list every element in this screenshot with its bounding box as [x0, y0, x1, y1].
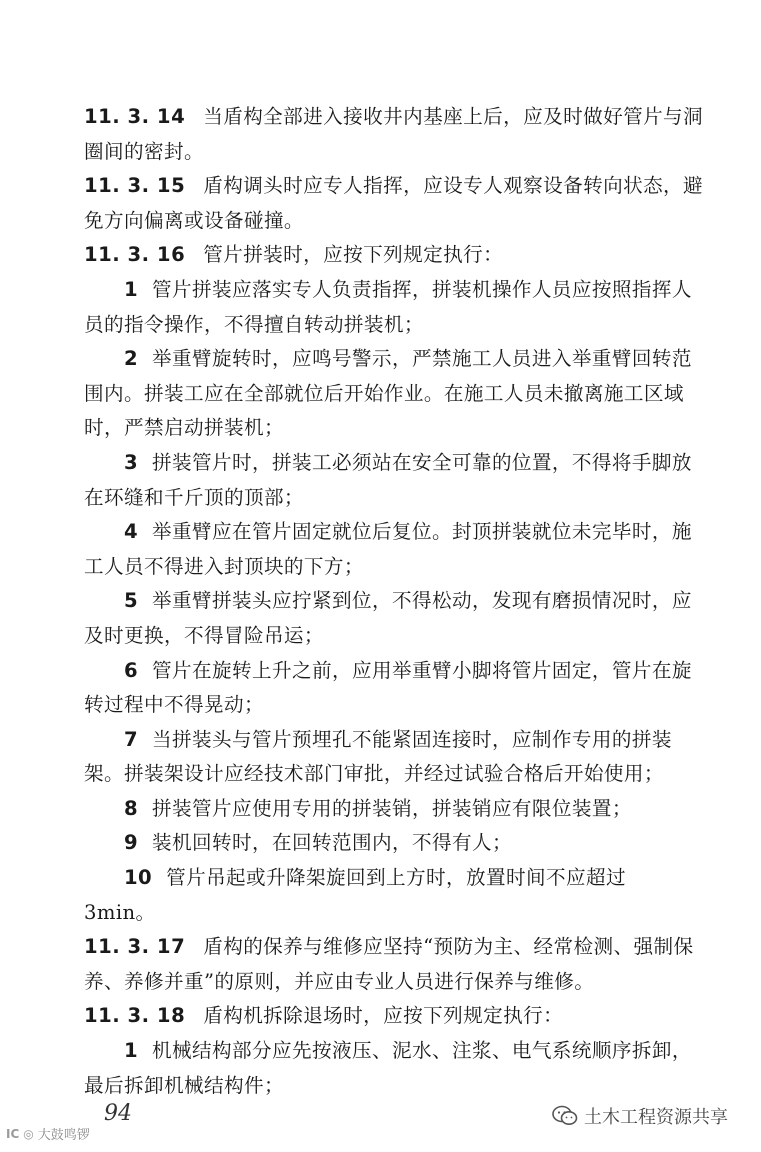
list-item [84, 273, 704, 342]
wechat-icon [552, 1105, 578, 1127]
watermark-right-text: 土木工程资源共享 [584, 1107, 728, 1128]
clause-11-3-17 [84, 930, 704, 999]
item-number: 1 [124, 277, 139, 301]
list-item [84, 584, 704, 653]
list-item [84, 723, 704, 792]
clause-number: 11. 3. 18 [84, 1004, 186, 1028]
list-item [84, 792, 704, 827]
watermark-dot-icon: ◎ [23, 1126, 34, 1141]
list-item [84, 342, 704, 446]
item-number: 4 [124, 520, 139, 544]
clause-text: 当盾构全部进入接收井内基座上后，应及时做好管片与洞圈间的密封。 [84, 105, 704, 163]
item-text: 管片吊起或升降架旋回到上方时，放置时间不应超过 3min。 [84, 866, 626, 924]
item-number: 9 [124, 831, 139, 855]
watermark-left [6, 1124, 90, 1143]
item-text: 管片拼装应落实专人负责指挥，拼装机操作人员应按照指挥人员的指令操作，不得擅自转动拼装机； [84, 277, 692, 336]
clause-11-3-16 [84, 238, 704, 273]
item-number: 7 [124, 727, 139, 751]
item-number: 3 [124, 450, 139, 474]
watermark-logo-icon: IC [6, 1126, 20, 1141]
page-number: 94 [104, 1101, 132, 1126]
list-item [84, 826, 704, 861]
body-text [84, 100, 704, 1103]
clause-text: 管片拼装时，应按下列规定执行： [203, 243, 504, 267]
item-text: 拼装管片应使用专用的拼装销，拼装销应有限位装置； [152, 796, 632, 820]
list-item [84, 861, 704, 930]
item-text: 拼装管片时，拼装工必须站在安全可靠的位置，不得将手脚放在环缝和千斤顶的顶部； [84, 450, 692, 509]
watermark-right [552, 1103, 728, 1129]
item-number: 6 [124, 658, 139, 682]
item-text: 举重臂旋转时，应鸣号警示，严禁施工人员进入举重臂回转范围内。拼装工应在全部就位后开始作业。在施工人员未撤离施工区域时，严禁启动拼装机； [84, 347, 692, 440]
item-number: 5 [124, 589, 139, 613]
clause-text: 盾构的保养与维修应坚持“预防为主、经常检测、强制保养、养修并重”的原则，并应由专业人员进行保养与维修。 [84, 935, 694, 993]
clause-number: 11. 3. 14 [84, 105, 186, 128]
item-number: 1 [124, 1039, 139, 1063]
list-item [84, 654, 704, 723]
item-number: 8 [124, 796, 139, 820]
item-number: 2 [124, 347, 139, 371]
item-text: 装机回转时，在回转范围内，不得有人； [152, 831, 512, 855]
watermark-left-text: 大鼓鸣锣 [37, 1128, 90, 1143]
clause-11-3-14 [84, 100, 704, 169]
list-item [84, 515, 704, 584]
list-item [84, 1034, 704, 1103]
clause-text: 盾构机拆除退场时，应按下列规定执行： [203, 1004, 564, 1028]
clause-number: 11. 3. 15 [84, 174, 186, 198]
clause-number: 11. 3. 16 [84, 243, 186, 267]
item-text: 管片在旋转上升之前，应用举重臂小脚将管片固定，管片在旋转过程中不得晃动； [84, 658, 692, 717]
clause-text: 盾构调头时应专人指挥，应设专人观察设备转向状态，避免方向偏离或设备碰撞。 [84, 174, 704, 232]
item-text: 举重臂拼装头应拧紧到位，不得松动，发现有磨损情况时，应及时更换，不得冒险吊运； [84, 589, 692, 647]
clause-number: 11. 3. 17 [84, 935, 186, 959]
item-number: 10 [124, 866, 153, 890]
item-text: 机械结构部分应先按液压、泥水、注浆、电气系统顺序拆卸，最后拆卸机械结构件； [84, 1039, 692, 1097]
clause-11-3-18 [84, 999, 704, 1034]
item-text: 当拼装头与管片预埋孔不能紧固连接时，应制作专用的拼装架。拼装架设计应经技术部门审批，并经过试验合格后开始使用； [84, 727, 672, 786]
list-item [84, 446, 704, 515]
item-text: 举重臂应在管片固定就位后复位。封顶拼装就位未完毕时，施工人员不得进入封顶块的下方； [84, 520, 692, 578]
clause-11-3-15 [84, 169, 704, 238]
